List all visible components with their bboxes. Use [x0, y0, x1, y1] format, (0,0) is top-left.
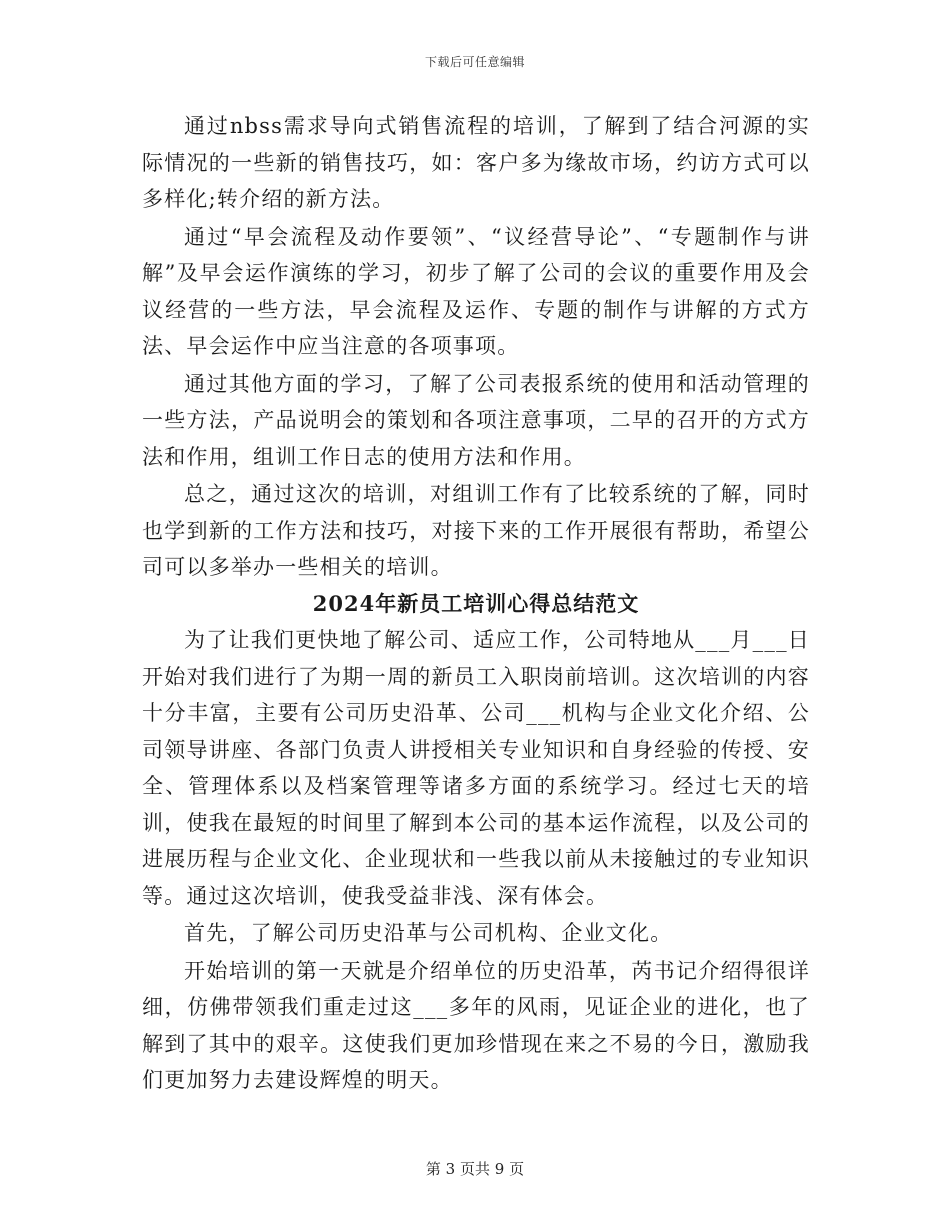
paragraph: 总之，通过这次的培训，对组训工作有了比较系统的了解，同时也学到新的工作方法和技巧，对接下来的工作开展很有帮助，希望公司可以多举办一些相关的培训。 — [142, 482, 810, 579]
paragraph: 为了让我们更快地了解公司、适应工作，公司特地从___月___日开始对我们进行了为期一周的新员工入职岗前培训。这次培训的内容十分丰富，主要有公司历史沿革、公司___机构与企业文化介绍、公司领导讲座、各部门负责人讲授相关专业知识和自身经验的传授、安全、管理体系以及档案管理等诸多方面的系统学习。经过七天的培训，使我在最短的时间里了解到本公司的基本运作流程，以及公司的进展历程与企业文化、企业现状和一些我以前从未接触过的专业知识等。通过这次培训，使我受益非浅、深有体会。 — [142, 628, 810, 908]
paragraph: 通过nbss需求导向式销售流程的培训，了解到了结合河源的实际情况的一些新的销售技巧，如：客户多为缘故市场，约访方式可以多样化;转介绍的新方法。 — [142, 114, 810, 211]
document-body — [142, 108, 810, 1099]
paragraph: 通过其他方面的学习，了解了公司表报系统的使用和活动管理的一些方法，产品说明会的策划和各项注意事项，二早的召开的方式方法和作用，组训工作日志的使用方法和作用。 — [142, 371, 810, 469]
paragraph: 开始培训的第一天就是介绍单位的历史沿革，芮书记介绍得很详细，仿佛带领我们重走过这___多年的风雨，见证企业的进化，也了解到了其中的艰辛。这使我们更加珍惜现在来之不易的今日，激励我们更加努力去建设辉煌的明天。 — [142, 958, 810, 1092]
page-footer: 第 3 页共 9 页 — [425, 1160, 525, 1178]
paragraph: 首先，了解公司历史沿革与公司机构、企业文化。 — [184, 921, 673, 945]
page-header: 下载后可任意编辑 — [424, 55, 525, 69]
paragraph: 通过“早会流程及动作要领”、“议经营导论”、“专题制作与讲解”及早会运作演练的学习，初步了解了公司的会议的重要作用及会议经营的一些方法，早会流程及运作、专题的制作与讲解的方式方法、早会运作中应当注意的各项事项。 — [142, 224, 810, 358]
section-title: 2024年新员工培训心得总结范文 — [312, 590, 640, 616]
